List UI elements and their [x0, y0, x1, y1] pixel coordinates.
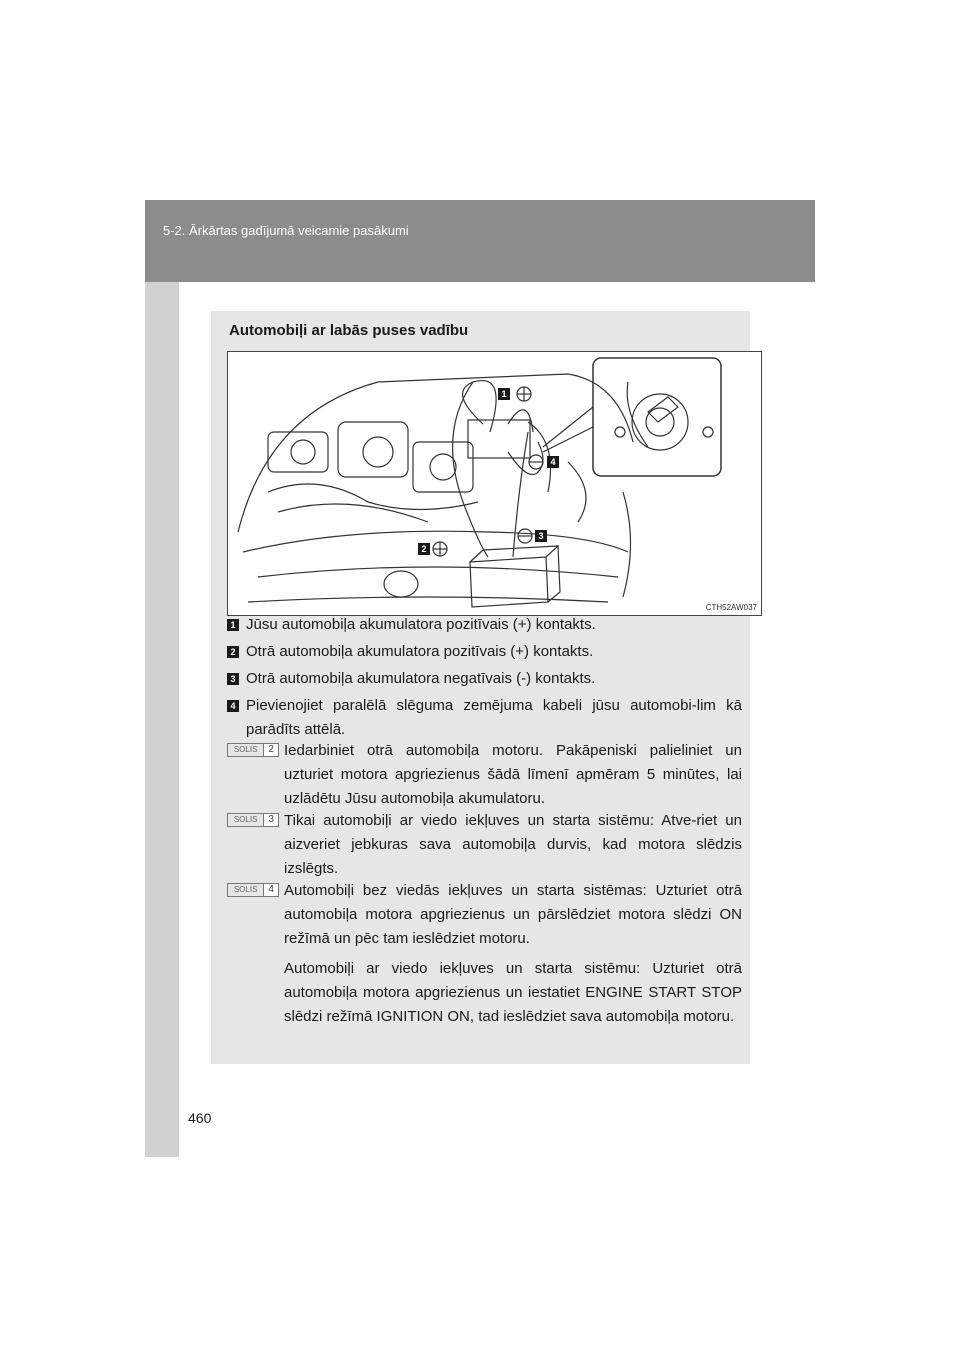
- step-badge-label: SOLIS: [233, 815, 258, 824]
- panel-title: Automobiļi ar labās puses vadību: [229, 322, 469, 339]
- callout-4: 4: [547, 456, 559, 468]
- engine-bay-drawing: [228, 352, 761, 615]
- jump-start-illustration: [227, 351, 762, 616]
- callout-1: 1: [498, 388, 510, 400]
- list-item: [227, 640, 742, 664]
- step-badge: [227, 743, 279, 757]
- step-2: [227, 739, 742, 811]
- figure-code: CTH52AW037: [705, 603, 757, 612]
- step-badge-number: 3: [263, 814, 278, 826]
- step-3: [227, 809, 742, 881]
- step-badge: [227, 813, 279, 827]
- list-item: [227, 694, 742, 742]
- step-text: Automobiļi bez viedās iekļuves un starta sistēmas: Uzturiet otrā automobiļa motora apgriezienus un pārslēdziet motora slēdzi ON režīmā un pēc tam ieslēdziet motoru.: [284, 882, 742, 947]
- page-number: 460: [188, 1110, 212, 1126]
- list-item: [227, 667, 742, 691]
- margin-strip: [145, 282, 179, 1157]
- item-number-box: 4: [227, 700, 239, 712]
- callout-3: 3: [535, 530, 547, 542]
- section-header: 5-2. Ārkārtas gadījumā veicamie pasākumi: [163, 223, 409, 238]
- step-text: Iedarbiniet otrā automobiļa motoru. Pakāpeniski palieliniet un uzturiet motora apgriezienus šādā līmenī apmēram 5 minūtes, lai uzlādētu Jūsu automobiļa akumulatoru.: [284, 742, 742, 807]
- step-4: [227, 879, 742, 1029]
- item-text: Jūsu automobiļa akumulatora pozitīvais (+) kontakts.: [246, 616, 596, 633]
- item-text: Otrā automobiļa akumulatora pozitīvais (+) kontakts.: [246, 643, 594, 660]
- item-number-box: 3: [227, 673, 239, 685]
- item-text: Pievienojiet paralēlā slēguma zemējuma kabeli jūsu automobi-lim kā parādīts attēlā.: [246, 697, 742, 738]
- step-badge: [227, 883, 279, 897]
- step-badge-number: 2: [263, 744, 278, 756]
- item-number-box: 1: [227, 619, 239, 631]
- list-item: [227, 613, 742, 637]
- step-text: Tikai automobiļi ar viedo iekļuves un starta sistēmu: Atve-riet un aizveriet jebkuras sava automobiļa durvis, kad motora slēdzis izslēgts.: [284, 812, 742, 877]
- step-badge-label: SOLIS: [233, 745, 258, 754]
- step-text-extra: Automobiļi ar viedo iekļuves un starta sistēmu: Uzturiet otrā automobiļa motora apgriezienus un iestatiet ENGINE START STOP slēdzi režīmā IGNITION ON, tad ieslēdziet sava automobiļa motoru.: [284, 960, 742, 1025]
- header-band: [145, 200, 815, 282]
- step-badge-number: 4: [263, 884, 278, 896]
- callout-2: 2: [418, 543, 430, 555]
- item-text: Otrā automobiļa akumulatora negatīvais (-) kontakts.: [246, 670, 596, 687]
- step-badge-label: SOLIS: [233, 885, 258, 894]
- item-number-box: 2: [227, 646, 239, 658]
